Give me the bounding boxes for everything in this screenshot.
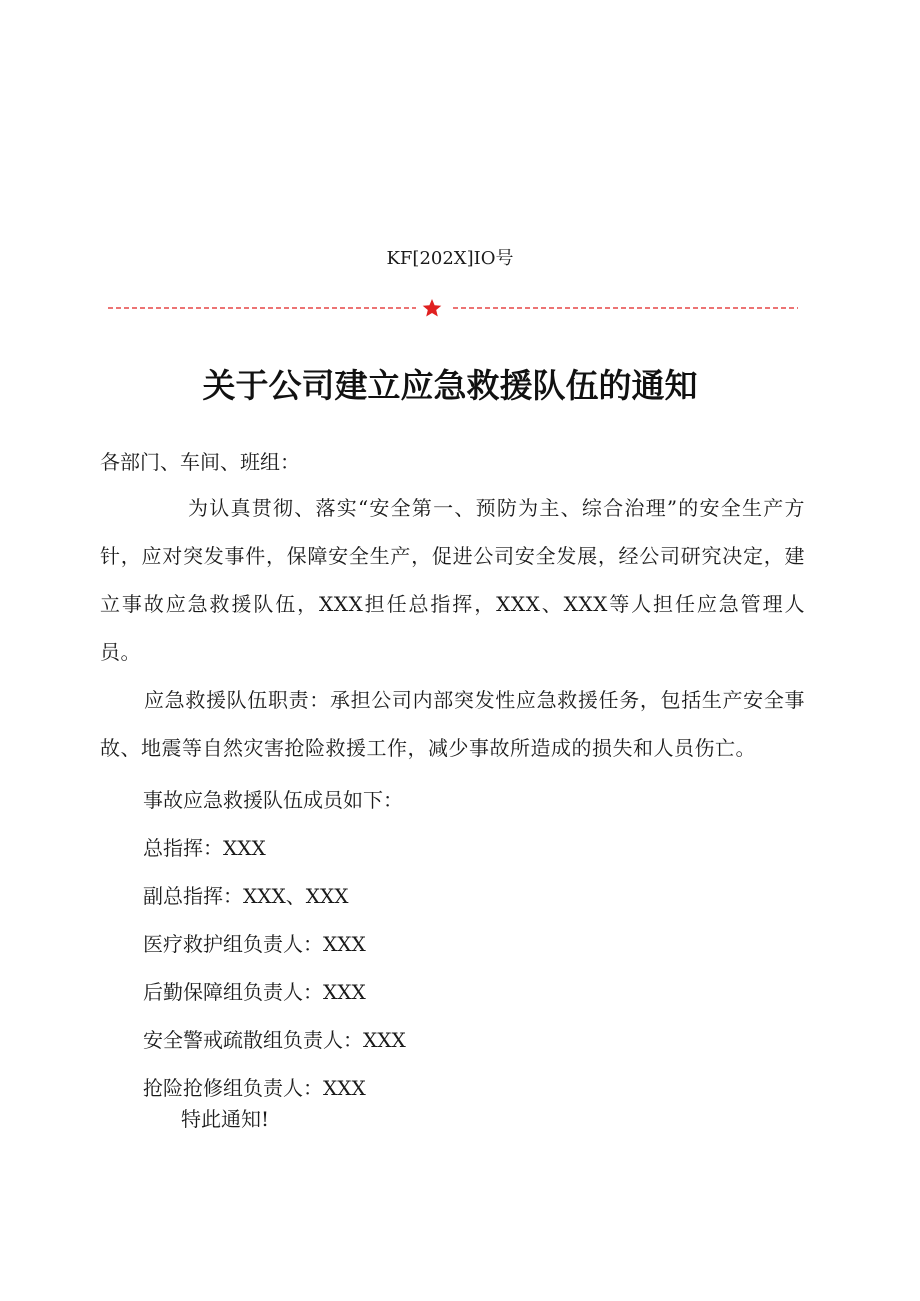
paragraph-duties: 应急救援队伍职责：承担公司内部突发性应急救援任务，包括生产安全事故、地震等自然灾害抢险救援工作，减少事故所造成的损失和人员伤亡。 — [100, 688, 805, 760]
closing-text: 特此通知! — [181, 1107, 270, 1131]
star-divider-icon — [108, 296, 798, 320]
document-number: KF[202X]IO号 — [386, 248, 514, 269]
member-line: 医疗救护组负责人：XXX — [143, 932, 366, 956]
paragraph-purpose: 为认真贯彻、落实“安全第一、预防为主、综合治理”的安全生产方针，应对突发事件，保障安全生产，促进公司安全发展，经公司研究决定，建立事故应急救援队伍，XXX担任总指挥，XXX、XXX等人担任应急管理人员。 — [100, 496, 805, 664]
members-intro: 事故应急救援队伍成员如下： — [143, 788, 403, 812]
salutation: 各部门、车间、班组： — [100, 450, 300, 474]
red-divider — [108, 296, 798, 320]
page-title: 关于公司建立应急救援队伍的通知 — [202, 366, 698, 405]
member-line: 副总指挥：XXX、XXX — [143, 884, 349, 908]
member-line: 后勤保障组负责人：XXX — [143, 980, 366, 1004]
member-line: 安全警戒疏散组负责人：XXX — [143, 1028, 406, 1052]
member-line: 总指挥：XXX — [143, 836, 266, 860]
member-line: 抢险抢修组负责人：XXX — [143, 1076, 366, 1100]
